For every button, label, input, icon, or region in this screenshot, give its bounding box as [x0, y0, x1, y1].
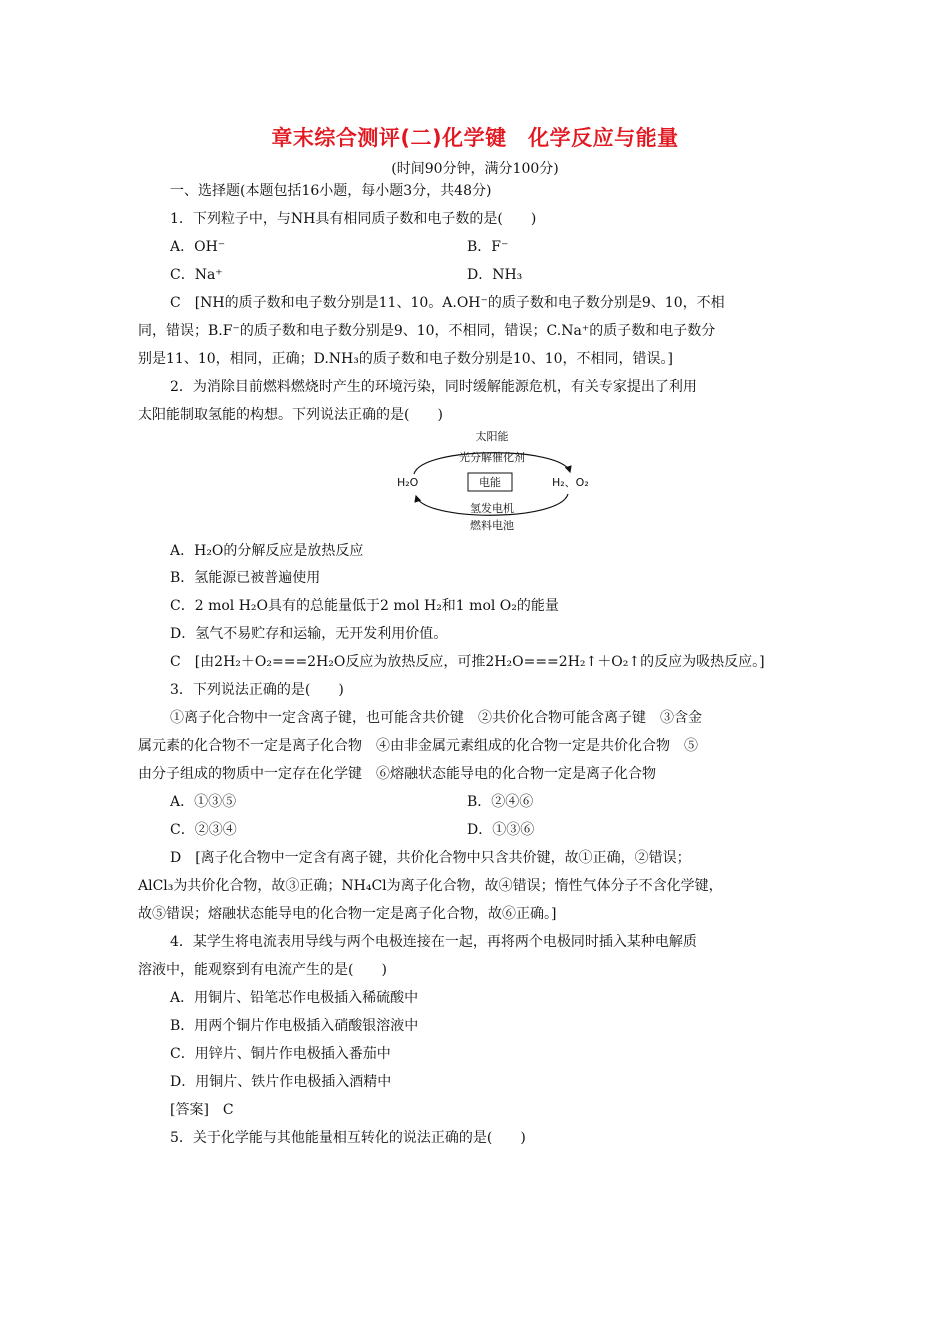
q4-option-c: C．用锌片、铜片作电极插入番茄中 [170, 1046, 391, 1062]
energy-cycle-diagram [392, 428, 592, 536]
page-title: 章末综合测评(二)化学键 化学反应与能量 [271, 126, 679, 150]
q3-option-a: A．①③⑤ [170, 794, 237, 810]
q1-answer-line: 同，错误；B.F⁻的质子数和电子数分别是9、10，不相同，错误；C.Na⁺的质子数和电子数分 [138, 323, 716, 339]
q1-option-b: B．F⁻ [467, 239, 509, 255]
q4-answer: [答案] C [170, 1102, 234, 1118]
q2-answer: C [由2H₂＋O₂===2H₂O反应为放热反应，可推2H₂O===2H₂↑＋O₂↑的反应为吸热反应。] [170, 654, 765, 670]
page-subtitle: (时间90分钟，满分100分) [391, 161, 559, 177]
diagram-label-left: H₂O [397, 476, 419, 489]
diagram-label-catalyst: 光分解催化剂 [459, 451, 525, 464]
q2-stem: 2．为消除目前燃料燃烧时产生的环境污染，同时缓解能源危机，有关专家提出了利用 [170, 379, 697, 395]
q1-option-d: D．NH₃ [467, 267, 523, 283]
diagram-label-generator: 氢发电机 [470, 502, 514, 515]
q4-option-b: B．用两个铜片作电极插入硝酸银溶液中 [170, 1018, 419, 1034]
diagram-label-center: 电能 [479, 476, 501, 489]
q4-stem: 4．某学生将电流表用导线与两个电极连接在一起，再将两个电极同时插入某种电解质 [170, 934, 697, 950]
q2-option-a: A．H₂O的分解反应是放热反应 [170, 543, 364, 559]
q4-option-d: D．用铜片、铁片作电极插入酒精中 [170, 1074, 392, 1090]
q3-option-c: C．②③④ [170, 822, 237, 838]
q1-option-a: A．OH⁻ [170, 239, 226, 255]
q4-option-a: A．用铜片、铅笔芯作电极插入稀硫酸中 [170, 990, 419, 1006]
q2-option-d: D．氢气不易贮存和运输，无开发利用价值。 [170, 626, 448, 642]
q3-option-b: B．②④⑥ [467, 794, 534, 810]
q3-statements: ①离子化合物中一定含离子键，也可能含共价键 ②共价化合物可能含离子键 ③含金 [170, 710, 702, 726]
q3-answer-line: AlCl₃为共价化合物，故③正确；NH₄Cl为离子化合物，故④错误；惰性气体分子不含化学键， [138, 878, 723, 894]
q3-answer-line: 故⑤错误；熔融状态能导电的化合物一定是离子化合物，故⑥正确。] [138, 906, 557, 922]
q3-option-d: D．①③⑥ [467, 822, 535, 838]
q5-stem: 5．关于化学能与其他能量相互转化的说法正确的是( ) [170, 1130, 526, 1146]
q3-statements: 属元素的化合物不一定是离子化合物 ④由非金属元素组成的化合物一定是共价化合物 ⑤ [138, 738, 698, 754]
section-heading: 一、选择题(本题包括16小题，每小题3分，共48分) [170, 183, 492, 199]
q2-option-b: B．氢能源已被普遍使用 [170, 570, 321, 586]
diagram-label-fuel-cell: 燃料电池 [470, 519, 514, 532]
diagram-label-right: H₂、O₂ [552, 476, 589, 489]
q1-answer-line: 别是11、10，相同，正确；D.NH₃的质子数和电子数分别是10、10，不相同，错误。] [138, 351, 673, 367]
q1-option-c: C．Na⁺ [170, 267, 223, 283]
q3-statements: 由分子组成的物质中一定存在化学键 ⑥熔融状态能导电的化合物一定是离子化合物 [138, 766, 656, 782]
q1-stem: 1．下列粒子中，与NH具有相同质子数和电子数的是( ) [170, 211, 537, 227]
q2-option-c: C．2 mol H₂O具有的总能量低于2 mol H₂和1 mol O₂的能量 [170, 598, 559, 614]
q2-stem: 太阳能制取氢能的构想。下列说法正确的是( ) [138, 407, 443, 423]
diagram-label-top: 太阳能 [475, 430, 509, 443]
q1-answer-line: C [NH的质子数和电子数分别是11、10。A.OH⁻的质子数和电子数分别是9、10，不相 [170, 295, 725, 311]
q3-answer-line: D [离子化合物中一定含有离子键，共价化合物中只含共价键，故①正确，②错误； [170, 850, 691, 866]
q4-stem: 溶液中，能观察到有电流产生的是( ) [138, 962, 387, 978]
q3-stem: 3．下列说法正确的是( ) [170, 682, 344, 698]
